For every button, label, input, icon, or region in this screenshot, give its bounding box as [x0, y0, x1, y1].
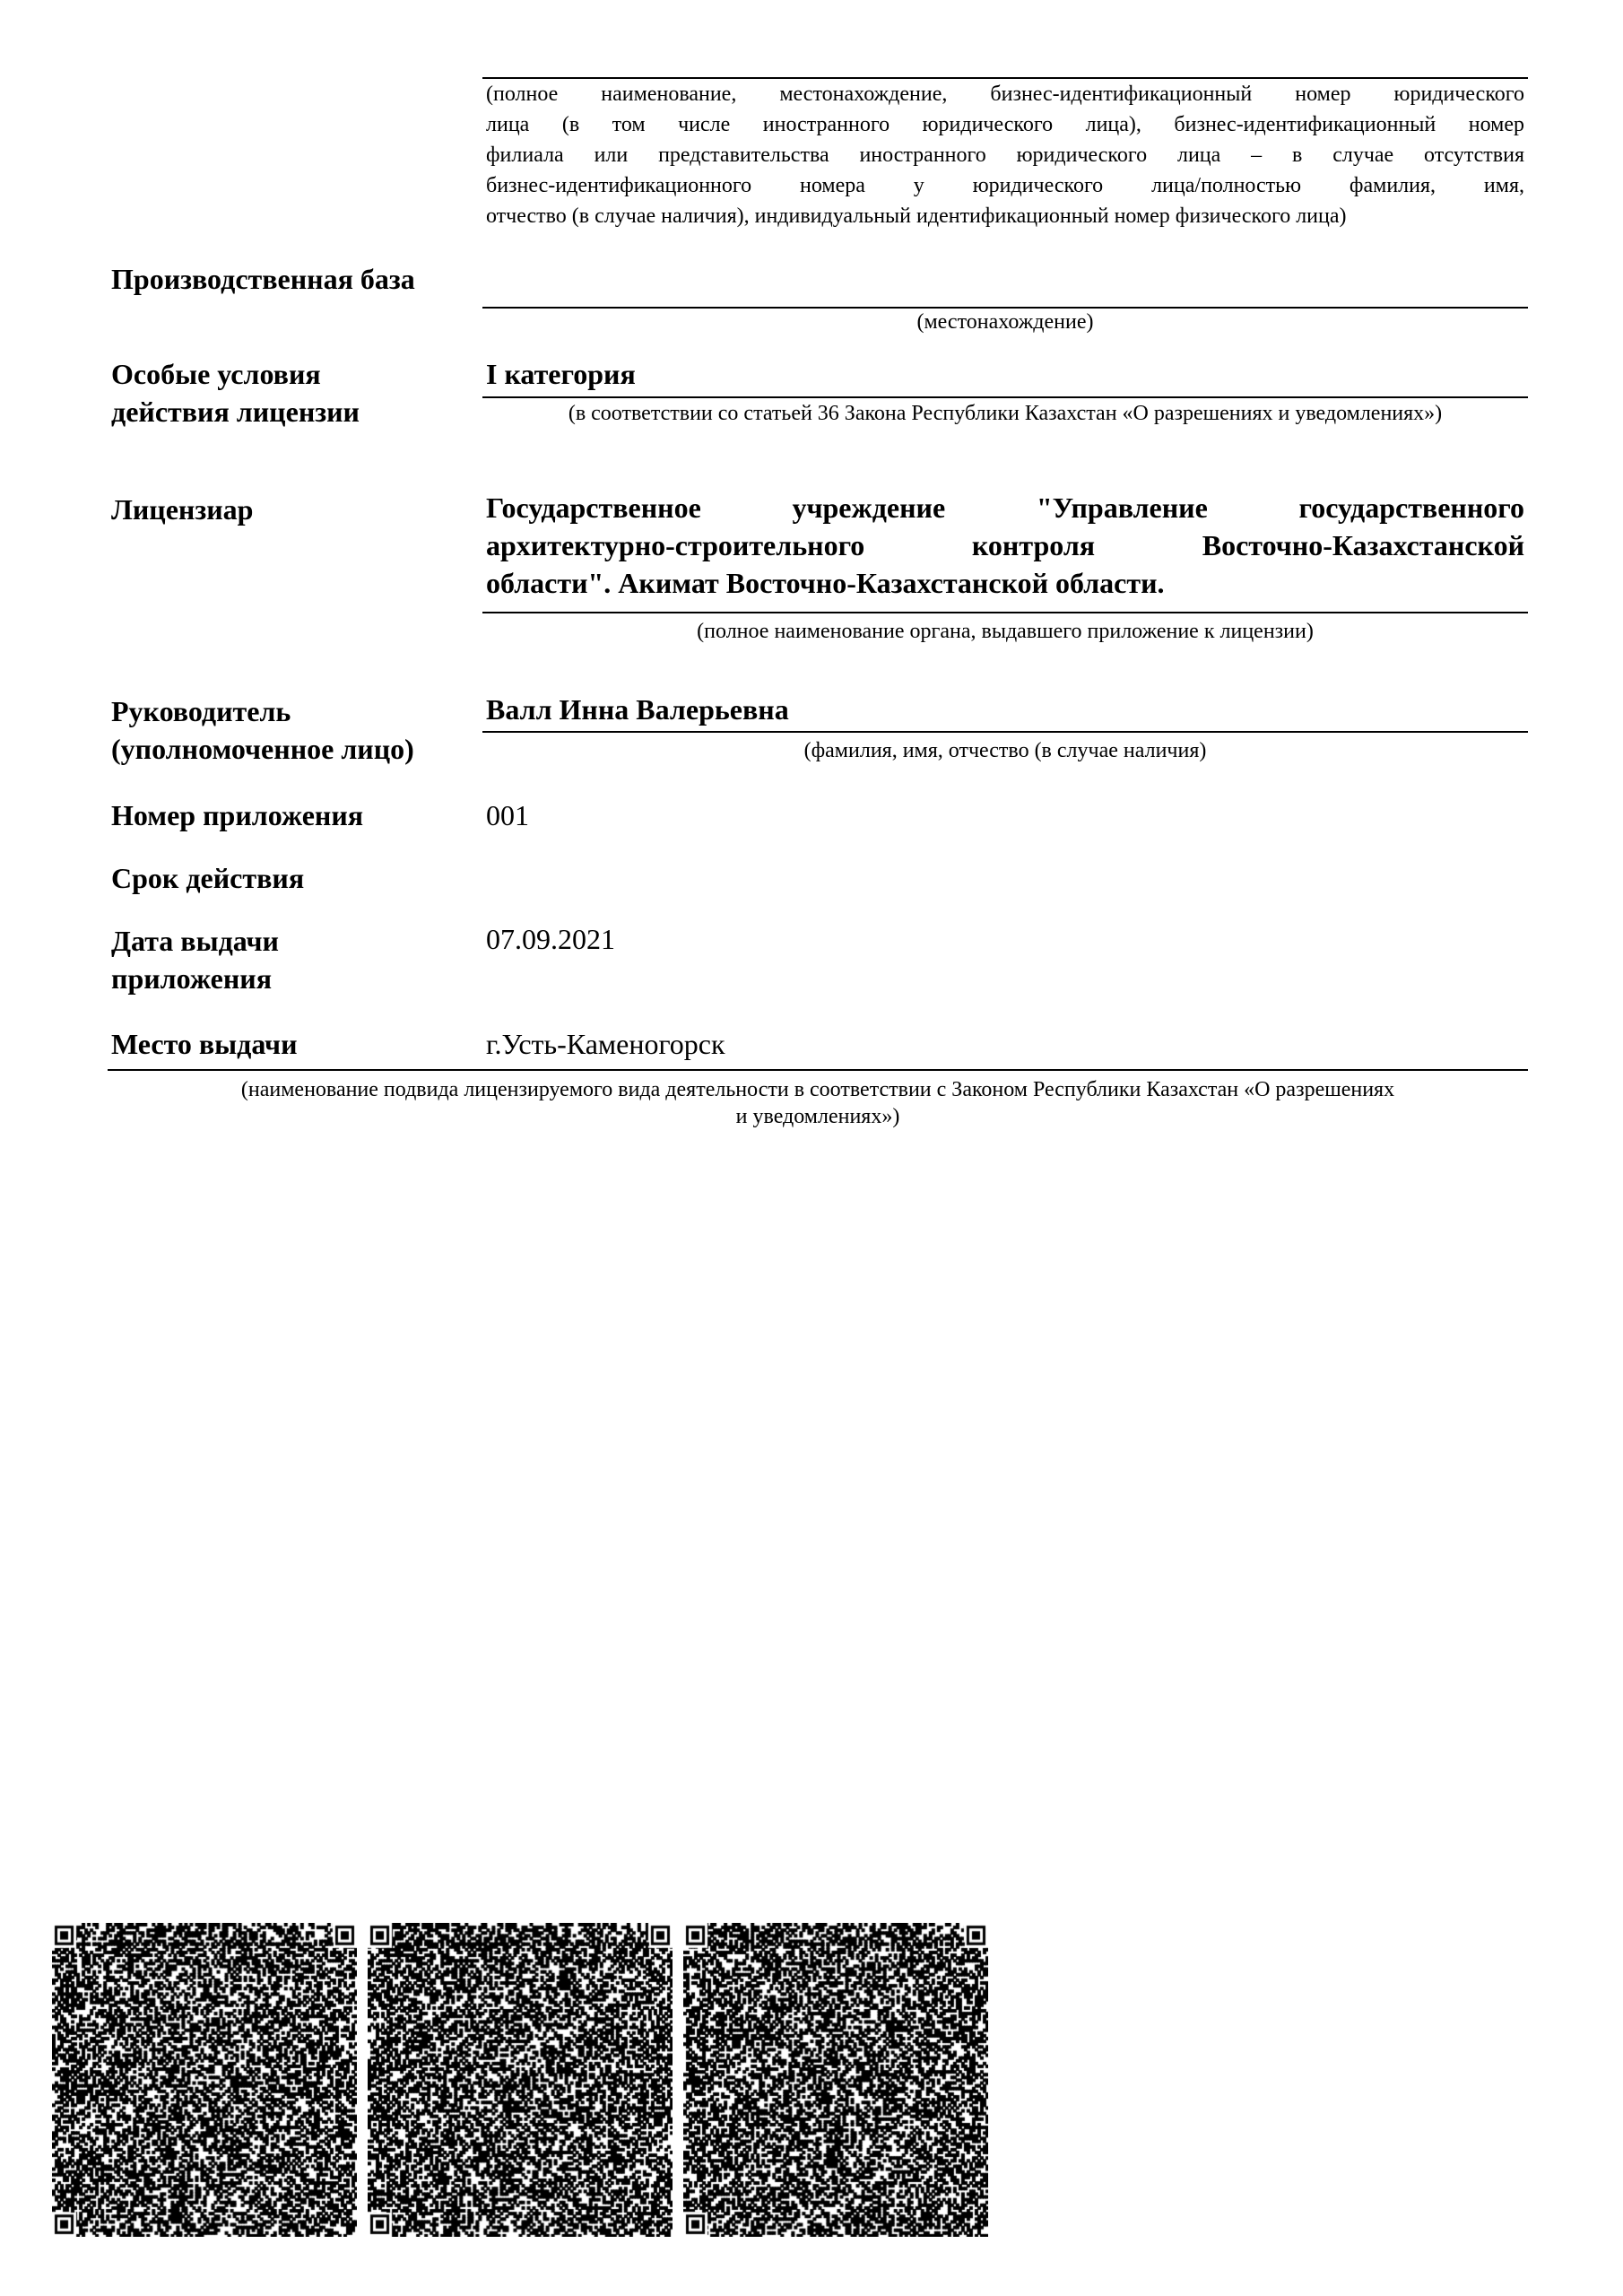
holder-note-line: отчество (в случае наличия), индивидуальный идентификационный номер физического лица) — [486, 204, 1347, 228]
holder-note — [486, 79, 1524, 231]
issue-date-label-line: Дата выдачи — [111, 925, 279, 957]
subtype-caption-line: и уведомлениях») — [735, 1105, 900, 1128]
issue-place-line — [108, 1069, 1528, 1071]
special-conditions-caption: (в соответствии со статьей 36 Закона Республики Казахстан «О разрешениях и уведомлениях») — [568, 402, 1443, 425]
special-conditions-label-line: действия лицензии — [111, 396, 360, 428]
qr-code-3 — [683, 1923, 988, 2237]
licensor-line-underline — [482, 612, 1528, 613]
licensor-value — [486, 489, 1524, 602]
licensor-line: области". Акимат Восточно-Казахстанской области. — [486, 567, 1165, 599]
holder-note-line: филиала или представительства иностранного юридического лица – в случае отсутствия — [486, 144, 1524, 167]
qr-code-1 — [52, 1923, 357, 2237]
licensor-caption: (полное наименование органа, выдавшего приложение к лицензии) — [697, 620, 1314, 643]
licensor-label: Лицензиар — [111, 493, 254, 526]
head-label-line: Руководитель — [111, 695, 291, 727]
issue-place-value: г.Усть-Каменогорск — [486, 1028, 725, 1060]
holder-note-line: (полное наименование, местонахождение, бизнес-идентификационный номер юридического — [486, 83, 1524, 106]
head-line — [482, 731, 1528, 733]
production-base-label: Производственная база — [111, 263, 415, 295]
special-conditions-line — [482, 396, 1528, 398]
special-conditions-label — [111, 355, 360, 430]
issue-place-label: Место выдачи — [111, 1028, 298, 1060]
issue-date-label — [111, 922, 279, 997]
production-base-caption: (местонахождение) — [916, 310, 1094, 334]
issue-date-label-line: приложения — [111, 962, 272, 995]
subtype-caption — [108, 1076, 1528, 1130]
subtype-caption-line: (наименование подвида лицензируемого вида деятельности в соответствии с Законом Республики Казахстан «О разрешениях — [240, 1078, 1395, 1101]
special-conditions-value: I категория — [486, 358, 636, 390]
licensor-line: архитектурно-строительного контроля Восточно-Казахстанской — [486, 529, 1524, 561]
holder-note-line: лица (в том числе иностранного юридического лица), бизнес-идентификационный номер — [486, 113, 1524, 136]
appendix-number-value: 001 — [486, 799, 529, 831]
qr-code-2 — [368, 1923, 673, 2237]
head-value: Валл Инна Валерьевна — [486, 693, 789, 726]
validity-label: Срок действия — [111, 862, 305, 894]
issue-date-value: 07.09.2021 — [486, 923, 615, 955]
head-label — [111, 692, 414, 768]
holder-note-line: бизнес-идентификационного номера у юридического лица/полностью фамилия, имя, — [486, 174, 1524, 197]
head-label-line: (уполномоченное лицо) — [111, 733, 414, 765]
appendix-number-label: Номер приложения — [111, 799, 364, 831]
special-conditions-label-line: Особые условия — [111, 358, 321, 390]
licensor-line: Государственное учреждение "Управление государственного — [486, 491, 1524, 524]
head-caption: (фамилия, имя, отчество (в случае наличия) — [803, 739, 1207, 762]
